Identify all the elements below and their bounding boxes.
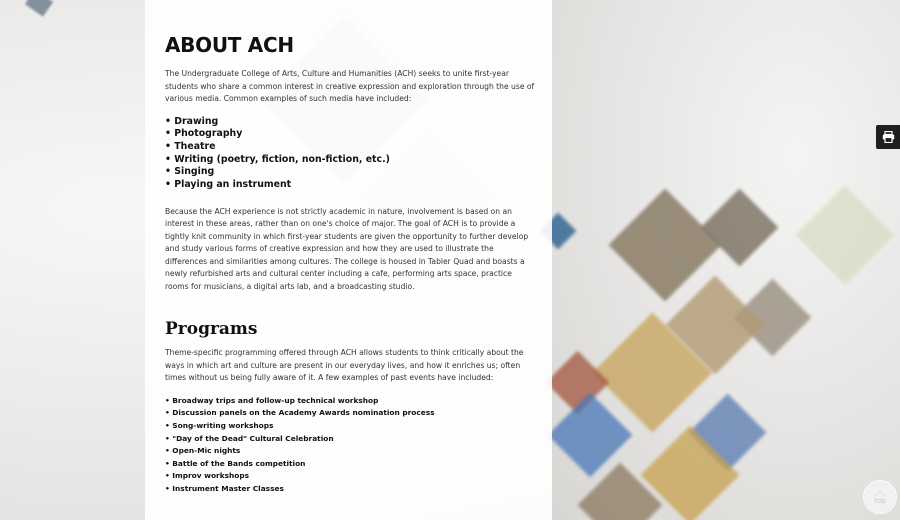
about-body: Because the ACH experience is not strictly academic in nature, involvement is based on an interest in these areas, rather than on one's choice of major. The goal of ACH is to provide a tightly knit community in which first-year students are given the opportunity to further develop and study various forms of creative expression and how they are used to illustrate the differences and similarities among cultures. The college is housed in Tabler Quad and boasts a newly refurbished arts and cultural center including a cafe, performing arts space, practice rooms for musicians, a digital arts lab, and a broadcasting studio.: [165, 206, 529, 291]
media-list-item: • Photography: [165, 128, 535, 141]
chevron-up-icon: ︿: [875, 487, 885, 498]
media-list-item: • Playing an instrument: [165, 179, 535, 192]
printer-icon: [882, 131, 895, 143]
about-intro: The Undergraduate College of Arts, Culture and Humanities (ACH) seeks to unite first-year students who share a common interest in creative expression and exploration through the use of various media. Common examples of such media have included:: [165, 69, 535, 103]
events-list: [165, 395, 535, 496]
media-list-item: • Theatre: [165, 141, 535, 154]
media-list-item: • Singing: [165, 166, 535, 179]
print-button[interactable]: [876, 125, 900, 149]
about-card: [145, 0, 552, 520]
about-content: [165, 33, 535, 495]
media-list: [165, 116, 535, 192]
event-list-item: • Battle of the Bands competition: [165, 458, 535, 471]
event-list-item: • Open-Mic nights: [165, 445, 535, 458]
back-to-top-label: top: [874, 497, 886, 505]
back-to-top-button[interactable]: [863, 480, 897, 514]
event-list-item: • Improv workshops: [165, 470, 535, 483]
programs-intro: Theme-specific programming offered through ACH allows students to think critically about the ways in which art and culture are present in our everyday lives, and how it enriches us; often times without us being fully aware of it. A few examples of past events have included:: [165, 348, 524, 383]
media-list-item: • Writing (poetry, fiction, non-fiction, etc.): [165, 154, 535, 167]
media-list-item: • Drawing: [165, 116, 535, 129]
programs-title: Programs: [165, 319, 258, 340]
page-title: ABOUT ACH: [165, 33, 294, 57]
event-list-item: • Discussion panels on the Academy Awards nomination process: [165, 407, 535, 420]
background-shard: [25, 0, 53, 17]
event-list-item: • "Day of the Dead" Cultural Celebration: [165, 433, 535, 446]
event-list-item: • Song-writing workshops: [165, 420, 535, 433]
programs-section: [165, 318, 535, 495]
event-list-item: • Instrument Master Classes: [165, 483, 535, 496]
event-list-item: • Broadway trips and follow-up technical workshop: [165, 395, 535, 408]
